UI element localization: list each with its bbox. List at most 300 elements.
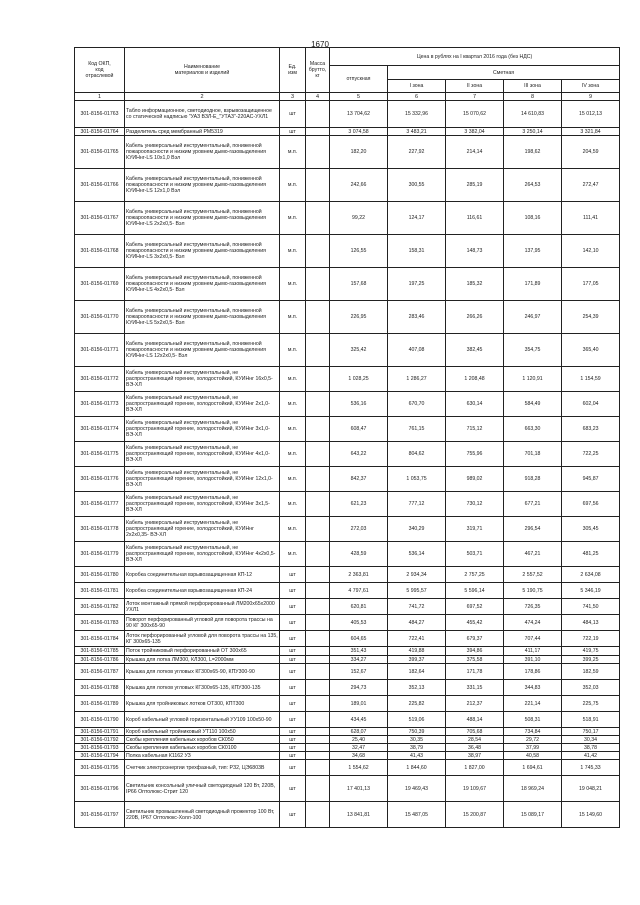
row-mass bbox=[306, 367, 330, 392]
row-code: 301-8156-01793 bbox=[75, 744, 125, 752]
column-number-row bbox=[75, 93, 620, 101]
row-mass bbox=[306, 712, 330, 728]
row-unit: шт bbox=[280, 631, 306, 647]
row-price-otpusknaya: 34,68 bbox=[330, 752, 388, 760]
row-price-zone-3: 707,44 bbox=[504, 631, 562, 647]
row-price-zone-1: 777,12 bbox=[388, 492, 446, 517]
table-row bbox=[75, 760, 620, 776]
row-price-zone-1: 15 487,05 bbox=[388, 802, 446, 828]
row-price-otpusknaya: 189,01 bbox=[330, 696, 388, 712]
column-number: 1 bbox=[75, 93, 125, 101]
row-price-zone-3: 508,31 bbox=[504, 712, 562, 728]
row-price-zone-3: 14 610,83 bbox=[504, 101, 562, 128]
row-code: 301-8156-01787 bbox=[75, 664, 125, 680]
row-code: 301-8156-01790 bbox=[75, 712, 125, 728]
row-price-otpusknaya: 620,81 bbox=[330, 599, 388, 615]
row-price-zone-3: 29,72 bbox=[504, 736, 562, 744]
row-price-zone-4: 19 048,21 bbox=[562, 776, 620, 802]
row-name: Кабель универсальный инструментальный, пониженной пожароопасности и низким уровнем дымо-газовыделения КУИНнг-LS 12х1,0 Вэл bbox=[125, 169, 280, 202]
row-price-zone-1: 158,31 bbox=[388, 235, 446, 268]
row-price-zone-3: 467,21 bbox=[504, 542, 562, 567]
row-price-zone-1: 182,64 bbox=[388, 664, 446, 680]
row-unit: шт bbox=[280, 615, 306, 631]
row-price-zone-3: 1 694,61 bbox=[504, 760, 562, 776]
row-price-zone-2: 455,42 bbox=[446, 615, 504, 631]
table-row bbox=[75, 417, 620, 442]
row-price-zone-4: 204,59 bbox=[562, 136, 620, 169]
row-name: Лоток перфорированный угловой для поворота трассы на 135, КГ 300х65-135 bbox=[126, 632, 278, 645]
row-price-zone-2: 755,96 bbox=[446, 442, 504, 467]
row-price-zone-1: 722,41 bbox=[388, 631, 446, 647]
row-mass bbox=[306, 728, 330, 736]
column-number: 3 bbox=[280, 93, 306, 101]
price-table bbox=[74, 47, 620, 828]
row-price-zone-1: 38,79 bbox=[388, 744, 446, 752]
row-unit: м.п. bbox=[280, 301, 306, 334]
table-row bbox=[75, 656, 620, 664]
header-unit: Ед. изм bbox=[280, 48, 306, 93]
row-price-zone-4: 741,50 bbox=[562, 599, 620, 615]
row-price-zone-2: 171,78 bbox=[446, 664, 504, 680]
row-price-zone-3: 37,99 bbox=[504, 744, 562, 752]
header-zone-1: I зона bbox=[388, 80, 446, 93]
row-price-zone-4: 38,78 bbox=[562, 744, 620, 752]
row-price-zone-4: 697,56 bbox=[562, 492, 620, 517]
row-price-zone-1: 1 286,27 bbox=[388, 367, 446, 392]
row-code: 301-8156-01773 bbox=[75, 392, 125, 417]
table-row bbox=[75, 301, 620, 334]
row-name: Крышка для лотков угловых КГ300х65-90, КПУ300-90 bbox=[125, 664, 280, 680]
row-price-zone-1: 124,17 bbox=[388, 202, 446, 235]
row-price-otpusknaya: 294,73 bbox=[330, 680, 388, 696]
table-row bbox=[75, 712, 620, 728]
row-unit: шт bbox=[280, 712, 306, 728]
table-row bbox=[75, 647, 620, 656]
row-price-zone-4: 365,40 bbox=[562, 334, 620, 367]
row-code: 301-8156-01796 bbox=[75, 776, 125, 802]
row-price-zone-2: 266,26 bbox=[446, 301, 504, 334]
row-name: Крышка для тройниковых лотков ОТ300, КПТ300 bbox=[125, 696, 280, 712]
row-unit: м.п. bbox=[280, 169, 306, 202]
table-row bbox=[75, 696, 620, 712]
row-name: Кабель универсальный инструментальный, пониженной пожароопасности и низким уровнем дымо-газовыделения КУИНнг-LS 3х2х0,5- Вэл bbox=[125, 235, 280, 268]
row-name: Коробка соединительная взрывозащищенная КП-24 bbox=[125, 583, 280, 599]
row-mass bbox=[306, 664, 330, 680]
row-price-zone-1: 761,15 bbox=[388, 417, 446, 442]
row-mass bbox=[306, 583, 330, 599]
header-otpusknaya: отпускная bbox=[330, 66, 388, 93]
table-row bbox=[75, 235, 620, 268]
row-price-otpusknaya: 226,95 bbox=[330, 301, 388, 334]
row-price-zone-1: 750,39 bbox=[388, 728, 446, 736]
row-code: 301-8156-01783 bbox=[75, 615, 125, 631]
row-price-zone-2: 148,73 bbox=[446, 235, 504, 268]
row-price-otpusknaya: 99,22 bbox=[330, 202, 388, 235]
row-mass bbox=[306, 392, 330, 417]
row-price-zone-2: 2 757,25 bbox=[446, 567, 504, 583]
row-price-zone-3: 18 969,24 bbox=[504, 776, 562, 802]
row-price-zone-4: 15 149,60 bbox=[562, 802, 620, 828]
row-price-zone-2: 730,12 bbox=[446, 492, 504, 517]
row-mass bbox=[306, 760, 330, 776]
row-name: Кабель универсальный инструментальный, не распространяющий горение, холодостойкий, КУИНнг 3х1,0- ВЭ-ХЛ bbox=[125, 417, 280, 442]
row-name: Кабель универсальный инструментальный, не распространяющий горение, холодостойкий, КУИНнг 12х1,0- ВЭ-ХЛ bbox=[125, 467, 280, 492]
table-row bbox=[75, 615, 620, 631]
row-price-zone-4: 1 154,59 bbox=[562, 367, 620, 392]
row-name: Крышка для лотков угловых КГ300х65-135, КПУ300-135 bbox=[125, 680, 280, 696]
row-price-zone-2: 15 200,87 bbox=[446, 802, 504, 828]
row-code: 301-8156-01764 bbox=[75, 128, 125, 136]
row-price-zone-1: 300,55 bbox=[388, 169, 446, 202]
row-code: 301-8156-01763 bbox=[75, 101, 125, 128]
row-code: 301-8156-01775 bbox=[75, 442, 125, 467]
row-price-zone-2: 15 070,62 bbox=[446, 101, 504, 128]
row-mass bbox=[306, 169, 330, 202]
row-price-zone-2: 630,14 bbox=[446, 392, 504, 417]
row-price-zone-2: 488,14 bbox=[446, 712, 504, 728]
row-code: 301-8156-01788 bbox=[75, 680, 125, 696]
row-unit: шт bbox=[280, 664, 306, 680]
row-price-zone-1: 225,82 bbox=[388, 696, 446, 712]
row-price-otpusknaya: 157,68 bbox=[330, 268, 388, 301]
row-price-zone-4: 945,87 bbox=[562, 467, 620, 492]
row-price-zone-3: 391,10 bbox=[504, 656, 562, 664]
row-name: Поворот перфорированный угловой для поворота трассы на 90 КГ 300х65-90 bbox=[125, 615, 280, 631]
row-mass bbox=[306, 301, 330, 334]
row-unit: шт bbox=[280, 567, 306, 583]
row-name: Кабель универсальный инструментальный, пониженной пожароопасности и низким уровнем дымо-газовыделения КУИНнг-LS 12х2х0,5- Вэл bbox=[125, 334, 280, 367]
row-price-zone-1: 484,27 bbox=[388, 615, 446, 631]
row-price-zone-2: 697,52 bbox=[446, 599, 504, 615]
row-name: Кабель универсальный инструментальный, пониженной пожароопасности и низким уровнем дымо-газовыделения КУИНнг-LS 2х2х0,5- Вэл bbox=[125, 202, 280, 235]
row-price-otpusknaya: 1 554,62 bbox=[330, 760, 388, 776]
row-price-zone-4: 177,05 bbox=[562, 268, 620, 301]
row-unit: шт bbox=[280, 736, 306, 744]
row-price-zone-3: 264,53 bbox=[504, 169, 562, 202]
row-price-zone-3: 15 089,17 bbox=[504, 802, 562, 828]
row-price-zone-3: 354,75 bbox=[504, 334, 562, 367]
row-price-zone-3: 701,18 bbox=[504, 442, 562, 467]
row-code: 301-8156-01795 bbox=[75, 760, 125, 776]
row-code: 301-8156-01766 bbox=[75, 169, 125, 202]
row-price-zone-2: 331,15 bbox=[446, 680, 504, 696]
row-mass bbox=[306, 696, 330, 712]
row-price-otpusknaya: 434,45 bbox=[330, 712, 388, 728]
row-price-zone-4: 2 634,08 bbox=[562, 567, 620, 583]
row-unit: шт bbox=[280, 776, 306, 802]
row-unit: шт bbox=[280, 583, 306, 599]
row-price-otpusknaya: 428,59 bbox=[330, 542, 388, 567]
table-row bbox=[75, 776, 620, 802]
row-mass bbox=[306, 736, 330, 744]
row-price-zone-1: 1 053,75 bbox=[388, 467, 446, 492]
table-row bbox=[75, 802, 620, 828]
row-mass bbox=[306, 235, 330, 268]
row-price-zone-1: 283,46 bbox=[388, 301, 446, 334]
row-price-zone-3: 663,30 bbox=[504, 417, 562, 442]
row-code: 301-8156-01791 bbox=[75, 728, 125, 736]
row-code: 301-8156-01774 bbox=[75, 417, 125, 442]
row-price-otpusknaya: 242,66 bbox=[330, 169, 388, 202]
column-number: 4 bbox=[306, 93, 330, 101]
row-price-otpusknaya: 1 028,25 bbox=[330, 367, 388, 392]
table-row bbox=[75, 101, 620, 128]
row-price-zone-2: 715,12 bbox=[446, 417, 504, 442]
row-price-zone-4: 5 346,19 bbox=[562, 583, 620, 599]
row-price-otpusknaya: 2 363,81 bbox=[330, 567, 388, 583]
row-price-zone-2: 394,86 bbox=[446, 647, 504, 656]
row-name: Светильник консольный уличный светодиодный 120 Вт, 220В, IP66 Оптолюкс-Стрит 120 bbox=[125, 776, 280, 802]
row-mass bbox=[306, 202, 330, 235]
row-price-zone-3: 344,83 bbox=[504, 680, 562, 696]
row-code: 301-8156-01792 bbox=[75, 736, 125, 744]
row-unit: м.п. bbox=[280, 334, 306, 367]
row-price-zone-3: 5 190,75 bbox=[504, 583, 562, 599]
column-number: 2 bbox=[125, 93, 280, 101]
row-price-zone-1: 399,37 bbox=[388, 656, 446, 664]
row-price-zone-3: 221,14 bbox=[504, 696, 562, 712]
row-code: 301-8156-01797 bbox=[75, 802, 125, 828]
row-price-otpusknaya: 643,22 bbox=[330, 442, 388, 467]
row-price-zone-2: 5 596,14 bbox=[446, 583, 504, 599]
row-name: Крышка для лотка ЛМ300, КЛ300, L=2000мм bbox=[125, 656, 280, 664]
row-price-zone-3: 171,89 bbox=[504, 268, 562, 301]
table-row bbox=[75, 467, 620, 492]
row-mass bbox=[306, 647, 330, 656]
row-price-zone-3: 918,28 bbox=[504, 467, 562, 492]
table-row bbox=[75, 136, 620, 169]
row-unit: м.п. bbox=[280, 542, 306, 567]
row-price-zone-2: 679,37 bbox=[446, 631, 504, 647]
row-name: Лоток монтажный прямой перфорированный ЛМ200х65х2000 УХЛ1 bbox=[125, 599, 280, 615]
row-name: Короб кабельный угловой горизонтальный УУ109 100х50-90 bbox=[125, 712, 280, 728]
row-price-zone-1: 5 995,57 bbox=[388, 583, 446, 599]
row-price-zone-3: 178,86 bbox=[504, 664, 562, 680]
row-price-otpusknaya: 3 074,58 bbox=[330, 128, 388, 136]
row-unit: м.п. bbox=[280, 235, 306, 268]
row-price-zone-4: 254,39 bbox=[562, 301, 620, 334]
row-price-zone-4: 41,42 bbox=[562, 752, 620, 760]
table-row bbox=[75, 492, 620, 517]
row-price-otpusknaya: 536,16 bbox=[330, 392, 388, 417]
row-price-zone-1: 197,25 bbox=[388, 268, 446, 301]
row-mass bbox=[306, 631, 330, 647]
row-code: 301-8156-01789 bbox=[75, 696, 125, 712]
row-code: 301-8156-01772 bbox=[75, 367, 125, 392]
row-unit: м.п. bbox=[280, 517, 306, 542]
row-price-zone-3: 137,95 bbox=[504, 235, 562, 268]
row-price-otpusknaya: 4 797,61 bbox=[330, 583, 388, 599]
row-price-zone-3: 198,62 bbox=[504, 136, 562, 169]
row-price-zone-3: 246,97 bbox=[504, 301, 562, 334]
row-price-zone-3: 734,84 bbox=[504, 728, 562, 736]
row-unit: шт bbox=[280, 101, 306, 128]
row-mass bbox=[306, 334, 330, 367]
row-price-zone-3: 1 120,91 bbox=[504, 367, 562, 392]
header-price-title: Цена в рублях на I квартал 2016 года (без НДС) bbox=[330, 48, 620, 66]
row-mass bbox=[306, 517, 330, 542]
row-price-zone-2: 3 382,04 bbox=[446, 128, 504, 136]
row-mass bbox=[306, 656, 330, 664]
header-code: Код ОКП, код отраслевой bbox=[75, 48, 125, 93]
row-mass bbox=[306, 128, 330, 136]
row-price-zone-1: 15 332,96 bbox=[388, 101, 446, 128]
row-price-zone-1: 19 469,43 bbox=[388, 776, 446, 802]
row-price-zone-1: 352,13 bbox=[388, 680, 446, 696]
row-price-zone-1: 519,06 bbox=[388, 712, 446, 728]
row-mass bbox=[306, 442, 330, 467]
table-row bbox=[75, 631, 620, 647]
header-mass: Масса брутто, кг bbox=[306, 48, 330, 93]
row-price-otpusknaya: 126,55 bbox=[330, 235, 388, 268]
row-code: 301-8156-01779 bbox=[75, 542, 125, 567]
row-price-zone-2: 285,19 bbox=[446, 169, 504, 202]
row-price-zone-1: 227,92 bbox=[388, 136, 446, 169]
row-price-zone-4: 518,91 bbox=[562, 712, 620, 728]
row-mass bbox=[306, 599, 330, 615]
row-price-zone-2: 382,45 bbox=[446, 334, 504, 367]
row-price-zone-4: 30,34 bbox=[562, 736, 620, 744]
row-mass bbox=[306, 467, 330, 492]
table-row bbox=[75, 744, 620, 752]
table-row bbox=[75, 169, 620, 202]
row-price-otpusknaya: 405,53 bbox=[330, 615, 388, 631]
row-name: Полка кабельная К1162 УЗ bbox=[125, 752, 280, 760]
row-price-zone-4: 419,75 bbox=[562, 647, 620, 656]
row-name: Разделитель сред мембранный РМ5319 bbox=[125, 128, 280, 136]
row-price-zone-2: 375,58 bbox=[446, 656, 504, 664]
row-price-otpusknaya: 351,43 bbox=[330, 647, 388, 656]
column-number: 9 bbox=[562, 93, 620, 101]
page-number: 1670 bbox=[311, 40, 329, 49]
column-number: 7 bbox=[446, 93, 504, 101]
row-unit: шт bbox=[280, 744, 306, 752]
row-price-zone-2: 19 109,67 bbox=[446, 776, 504, 802]
row-price-zone-1: 407,08 bbox=[388, 334, 446, 367]
row-code: 301-8156-01771 bbox=[75, 334, 125, 367]
row-name: Скобы крепления кабельных коробов СК050 bbox=[125, 736, 280, 744]
table-row bbox=[75, 599, 620, 615]
table-row bbox=[75, 752, 620, 760]
row-price-zone-2: 705,68 bbox=[446, 728, 504, 736]
row-unit: м.п. bbox=[280, 442, 306, 467]
row-code: 301-8156-01767 bbox=[75, 202, 125, 235]
row-unit: м.п. bbox=[280, 202, 306, 235]
row-code: 301-8156-01776 bbox=[75, 467, 125, 492]
column-number: 8 bbox=[504, 93, 562, 101]
row-price-zone-4: 15 012,13 bbox=[562, 101, 620, 128]
row-price-zone-1: 41,43 bbox=[388, 752, 446, 760]
row-price-otpusknaya: 182,20 bbox=[330, 136, 388, 169]
row-price-zone-4: 182,59 bbox=[562, 664, 620, 680]
row-mass bbox=[306, 744, 330, 752]
row-price-zone-2: 214,14 bbox=[446, 136, 504, 169]
row-mass bbox=[306, 101, 330, 128]
row-unit: шт bbox=[280, 680, 306, 696]
row-price-zone-3: 677,21 bbox=[504, 492, 562, 517]
row-price-zone-4: 305,45 bbox=[562, 517, 620, 542]
table-row bbox=[75, 392, 620, 417]
row-mass bbox=[306, 615, 330, 631]
header-name: Наименование материалов и изделий bbox=[125, 48, 280, 93]
row-price-zone-2: 185,32 bbox=[446, 268, 504, 301]
row-price-zone-1: 1 844,60 bbox=[388, 760, 446, 776]
row-code: 301-8156-01780 bbox=[75, 567, 125, 583]
row-price-zone-4: 722,19 bbox=[562, 631, 620, 647]
row-price-zone-3: 40,58 bbox=[504, 752, 562, 760]
row-mass bbox=[306, 492, 330, 517]
row-mass bbox=[306, 417, 330, 442]
row-price-zone-3: 474,24 bbox=[504, 615, 562, 631]
row-price-zone-4: 272,47 bbox=[562, 169, 620, 202]
row-price-zone-4: 750,17 bbox=[562, 728, 620, 736]
row-price-zone-2: 212,37 bbox=[446, 696, 504, 712]
row-code: 301-8156-01794 bbox=[75, 752, 125, 760]
row-unit: шт bbox=[280, 760, 306, 776]
row-unit: шт bbox=[280, 599, 306, 615]
table-row bbox=[75, 728, 620, 736]
row-code: 301-8156-01781 bbox=[75, 583, 125, 599]
row-price-zone-4: 111,41 bbox=[562, 202, 620, 235]
row-name: Счетчик электроэнергии трехфазный, тип: PЗ2, ЦЭ6803В bbox=[125, 760, 280, 776]
row-price-zone-2: 38,97 bbox=[446, 752, 504, 760]
header-zone-3: III зона bbox=[504, 80, 562, 93]
row-price-zone-1: 804,62 bbox=[388, 442, 446, 467]
row-price-zone-3: 726,35 bbox=[504, 599, 562, 615]
table-row bbox=[75, 268, 620, 301]
table-row bbox=[75, 128, 620, 136]
header-zone-2: II зона bbox=[446, 80, 504, 93]
row-price-zone-1: 741,72 bbox=[388, 599, 446, 615]
row-price-zone-1: 536,14 bbox=[388, 542, 446, 567]
row-price-zone-1: 670,70 bbox=[388, 392, 446, 417]
row-code: 301-8156-01785 bbox=[75, 647, 125, 656]
row-price-zone-4: 481,25 bbox=[562, 542, 620, 567]
row-price-zone-2: 503,71 bbox=[446, 542, 504, 567]
row-price-otpusknaya: 604,65 bbox=[330, 631, 388, 647]
table-row bbox=[75, 567, 620, 583]
row-unit: м.п. bbox=[280, 136, 306, 169]
row-price-otpusknaya: 25,40 bbox=[330, 736, 388, 744]
row-price-zone-3: 2 557,52 bbox=[504, 567, 562, 583]
row-mass bbox=[306, 680, 330, 696]
row-mass bbox=[306, 136, 330, 169]
row-unit: шт bbox=[280, 656, 306, 664]
row-price-otpusknaya: 628,07 bbox=[330, 728, 388, 736]
row-name: Кабель универсальный инструментальный, не распространяющий горение, холодостойкий, КУИНнг 4х1,0- ВЭ-ХЛ bbox=[125, 442, 280, 467]
row-name: Скобы крепления кабельных коробов СК0100 bbox=[125, 744, 280, 752]
row-price-zone-1: 419,88 bbox=[388, 647, 446, 656]
row-price-zone-2: 319,71 bbox=[446, 517, 504, 542]
row-price-zone-2: 36,48 bbox=[446, 744, 504, 752]
row-unit: шт bbox=[280, 128, 306, 136]
row-price-zone-4: 683,23 bbox=[562, 417, 620, 442]
table-row bbox=[75, 334, 620, 367]
row-name: Кабель универсальный инструментальный, не распространяющий горение, холодостойкий, КУИНнг 2х1,0- ВЭ-ХЛ bbox=[125, 392, 280, 417]
row-code: 301-8156-01768 bbox=[75, 235, 125, 268]
row-mass bbox=[306, 268, 330, 301]
row-price-zone-1: 340,29 bbox=[388, 517, 446, 542]
row-price-zone-1: 30,35 bbox=[388, 736, 446, 744]
row-price-otpusknaya: 621,23 bbox=[330, 492, 388, 517]
row-code: 301-8156-01782 bbox=[75, 599, 125, 615]
row-price-zone-4: 399,25 bbox=[562, 656, 620, 664]
row-price-zone-4: 1 745,33 bbox=[562, 760, 620, 776]
table-row bbox=[75, 736, 620, 744]
table-row bbox=[75, 664, 620, 680]
table-row bbox=[75, 680, 620, 696]
row-name: Кабель универсальный инструментальный, не распространяющий горение, холодостойкий, КУИНнг 16х0,5- ВЭ-ХЛ bbox=[125, 367, 280, 392]
